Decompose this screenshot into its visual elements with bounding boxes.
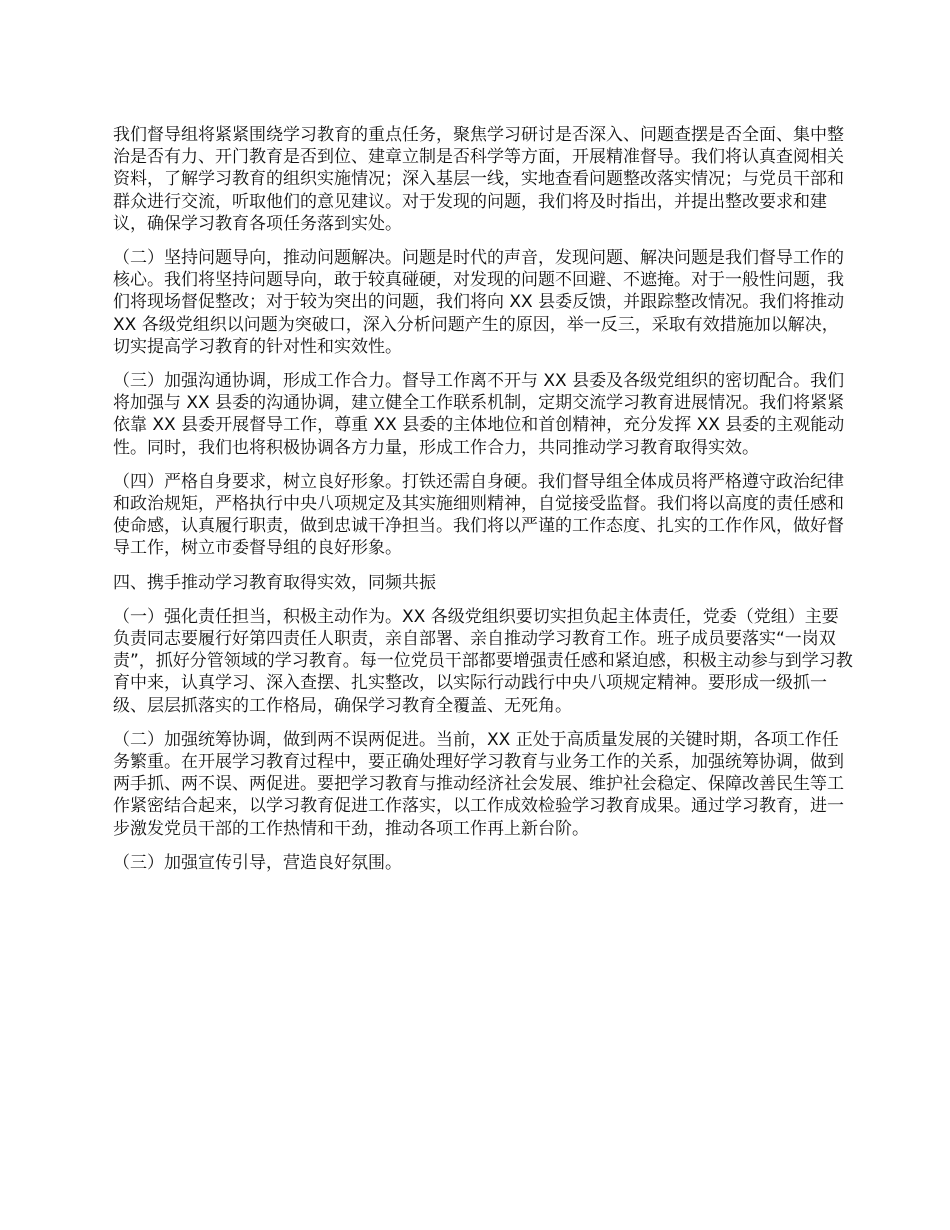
paragraph-self-discipline: （四）严格自身要求，树立良好形象。打铁还需自身硬。我们督导组全体成员将严格遵守政治纪律和政治规矩，严格执行中央八项规定及其实施细则精神，自觉接受监督。我们将以高度的责任感和使命感，认真履行职责，做到忠诚干净担当。我们将以严谨的工作态度、扎实的工作作风，做好督导工作，树立市委督导组的良好形象。 (113, 471, 844, 559)
paragraph-communication: （三）加强沟通协调，形成工作合力。督导工作离不开与 XX 县委及各级党组织的密切配合。我们将加强与 XX 县委的沟通协调，建立健全工作联系机制，定期交流学习教育进展情况。我们将紧紧依靠 XX 县委开展督导工作，尊重 XX 县委的主体地位和首创精神，充分发挥 XX 县委的主观能动性。同时，我们也将积极协调各方力量，形成工作合力，共同推动学习教育取得实效。 (113, 371, 845, 458)
paragraph-problem-oriented: （二）坚持问题导向，推动问题解决。问题是时代的声音，发现问题、解决问题是我们督导工作的核心。我们将坚持问题导向，敢于较真碰硬，对发现的问题不回避、不遮掩。对于一般性问题，我们将现场督促整改；对于较为突出的问题，我们将向 XX 县委反馈，并跟踪整改情况。我们将推动 XX 各级党组织以问题为突破口，深入分析问题产生的原因，举一反三，采取有效措施加以解决，切实提高学习教育的针对性和实效性。 (113, 248, 845, 357)
section-heading: 四、携手推动学习教育取得实效，同频共振 (113, 572, 436, 593)
paragraph-publicity: （三）加强宣传引导，营造良好氛围。 (113, 852, 402, 873)
document-body (113, 124, 853, 886)
paragraph-supervision-focus: 我们督导组将紧紧围绕学习教育的重点任务，聚焦学习研讨是否深入、问题查摆是否全面、集中整治是否有力、开门教育是否到位、建章立制是否科学等方面，开展精准督导。我们将认真查阅相关资料，了解学习教育的组织实施情况；深入基层一线，实地查看问题整改落实情况；与党员干部和群众进行交流，听取他们的意见建议。对于发现的问题，我们将及时指出，并提出整改要求和建议，确保学习教育各项任务落到实处。 (113, 125, 844, 234)
paragraph-responsibility: （一）强化责任担当，积极主动作为。XX 各级党组织要切实担负起主体责任，党委（党组）主要负责同志要履行好第四责任人职责，亲自部署、亲自推动学习教育工作。班子成员要落实“一岗双责”，抓好分管领域的学习教育。每一位党员干部都要增强责任感和紧迫感，积极主动参与到学习教育中来，认真学习、深入查摆、扎实整改，以实际行动践行中央八项规定精神。要形成一级抓一级、层层抓落实的工作格局，确保学习教育全覆盖、无死角。 (113, 606, 853, 716)
paragraph-coordination: （二）加强统筹协调，做到两不误两促进。当前，XX 正处于高质量发展的关键时期，各项工作任务繁重。在开展学习教育过程中，要正确处理好学习教育与业务工作的关系，加强统筹协调，做到两手抓、两不误、两促进。要把学习教育与推动经济社会发展、维护社会稳定、保障改善民生等工作紧密结合起来，以学习教育促进工作落实，以工作成效检验学习教育成果。通过学习教育，进一步激发党员干部的工作热情和干劲，推动各项工作再上新台阶。 (113, 729, 844, 839)
